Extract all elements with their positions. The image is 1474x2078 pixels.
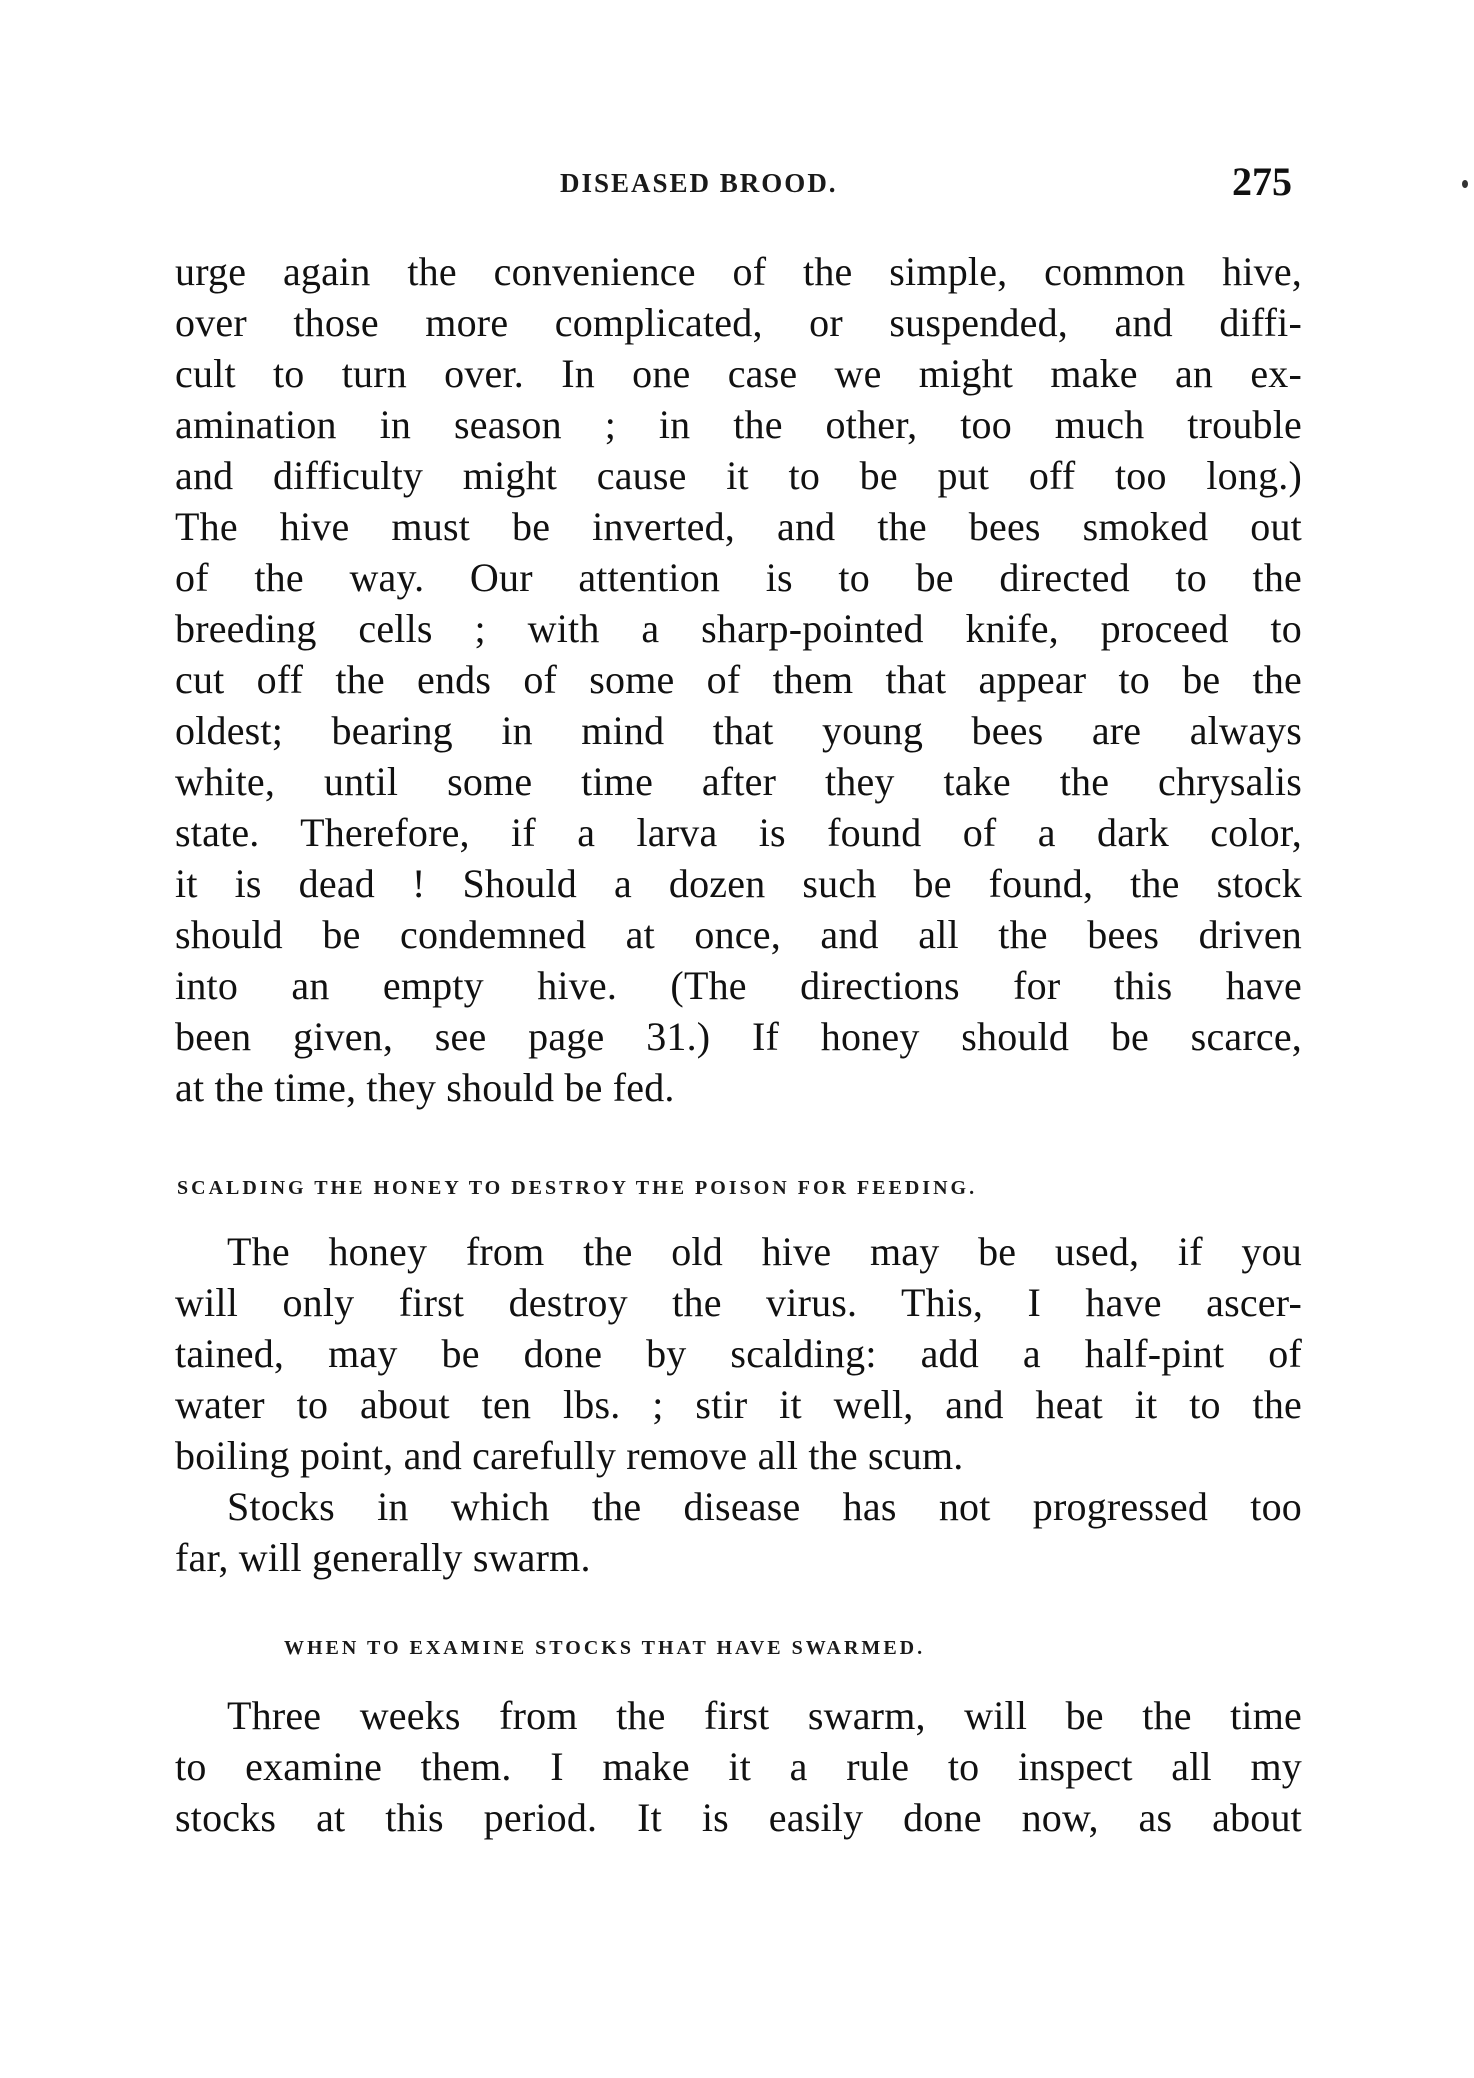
paragraph-scalding xyxy=(175,1226,1302,1583)
text-line: been given, see page 31.) If honey should be scarce, xyxy=(175,1014,1302,1059)
text-line: it is dead ! Should a dozen such be found, the stock xyxy=(175,861,1302,906)
text-line: amination in season ; in the other, too much trouble xyxy=(175,402,1302,447)
text-line: state. Therefore, if a larva is found of a dark color, xyxy=(175,810,1302,855)
text-line: oldest; bearing in mind that young bees are always xyxy=(175,708,1302,753)
edge-speck xyxy=(1462,180,1468,188)
text-line: The honey from the old hive may be used, if you xyxy=(227,1229,1302,1274)
text-line: and difficulty might cause it to be put off too long.) xyxy=(175,453,1302,498)
text-line: Three weeks from the first swarm, will be the time xyxy=(227,1693,1302,1738)
text-line: water to about ten lbs. ; stir it well, and heat it to the xyxy=(175,1382,1302,1427)
section-heading-scalding: SCALDING THE HONEY TO DESTROY THE POISON FOR FEEDING. xyxy=(177,1177,978,1199)
text-line: will only first destroy the virus. This, I have ascer- xyxy=(175,1280,1302,1325)
page-number: 275 xyxy=(1232,159,1292,204)
text-line: tained, may be done by scalding: add a half-pint of xyxy=(175,1331,1302,1376)
section-heading-examine: WHEN TO EXAMINE STOCKS THAT HAVE SWARMED. xyxy=(284,1637,926,1659)
text-line: should be condemned at once, and all the bees driven xyxy=(175,912,1302,957)
text-line: cult to turn over. In one case we might make an ex- xyxy=(175,351,1302,396)
text-line: far, will generally swarm. xyxy=(175,1535,591,1580)
text-line: cut off the ends of some of them that appear to be the xyxy=(175,657,1302,702)
text-line: Stocks in which the disease has not progressed too xyxy=(227,1484,1302,1529)
paragraph-examine xyxy=(175,1690,1302,1843)
text-line: over those more complicated, or suspended, and diffi- xyxy=(175,300,1302,345)
text-line: stocks at this period. It is easily done now, as about xyxy=(175,1795,1302,1840)
text-line: to examine them. I make it a rule to inspect all my xyxy=(175,1744,1302,1789)
paragraph-continued xyxy=(175,246,1302,1113)
text-line: of the way. Our attention is to be directed to the xyxy=(175,555,1302,600)
text-line: at the time, they should be fed. xyxy=(175,1065,675,1110)
text-line: urge again the convenience of the simple, common hive, xyxy=(175,249,1302,294)
text-line: boiling point, and carefully remove all the scum. xyxy=(175,1433,964,1478)
text-line: into an empty hive. (The directions for this have xyxy=(175,963,1302,1008)
text-line: white, until some time after they take the chrysalis xyxy=(175,759,1302,804)
text-line: The hive must be inverted, and the bees smoked out xyxy=(175,504,1302,549)
running-head: DISEASED BROOD. xyxy=(560,168,838,198)
text-line: breeding cells ; with a sharp-pointed knife, proceed to xyxy=(175,606,1302,651)
